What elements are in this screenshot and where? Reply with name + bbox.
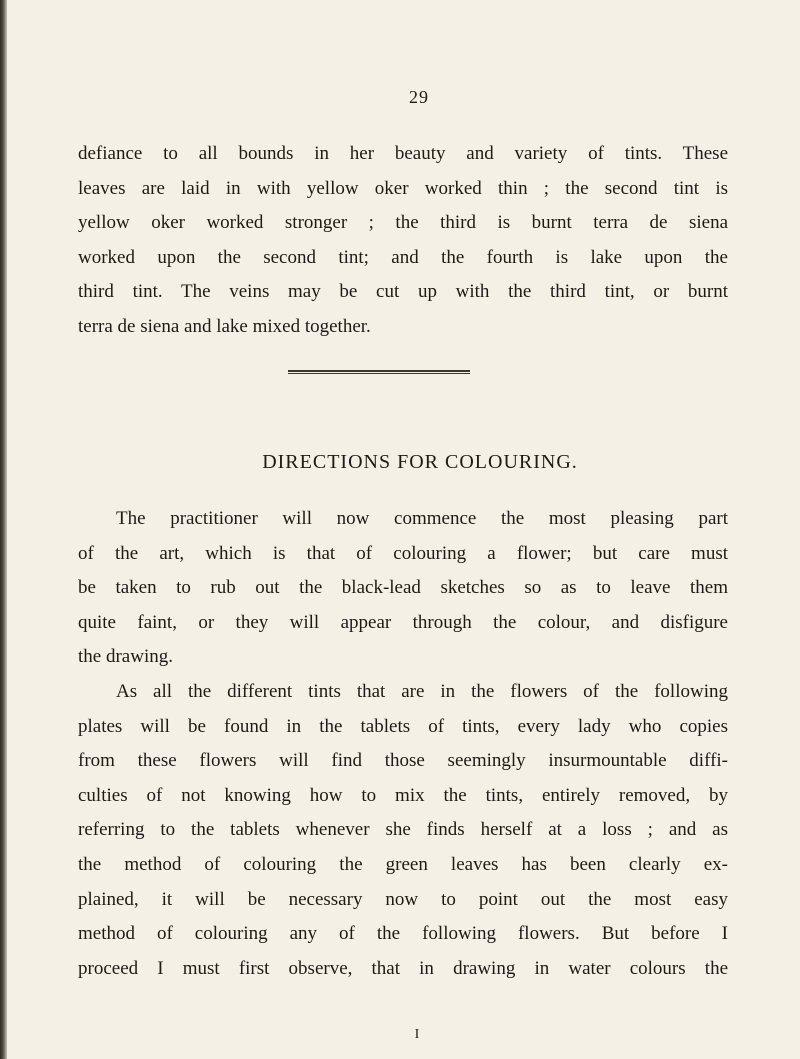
text-line: plained, it will be necessary now to point out the most easy [78, 888, 728, 910]
section-heading: DIRECTIONS FOR COLOURING. [262, 451, 578, 473]
text-line: worked upon the second tint; and the fourth is lake upon the [78, 246, 728, 268]
paragraph-1 [78, 137, 728, 345]
text-line: The practitioner will now commence the most pleasing part [116, 508, 728, 529]
text-line: of the art, which is that of colouring a flower; but care must [78, 542, 728, 564]
text-line: method of colouring any of the following flowers. But before I [78, 923, 728, 945]
text-line: yellow oker worked stronger ; the third is burnt terra de siena [78, 212, 728, 234]
text-line: terra de siena and lake mixed together. [78, 315, 371, 337]
text-line: defiance to all bounds in her beauty and variety of tints. These [78, 143, 728, 164]
text-line: the drawing. [78, 646, 173, 668]
text-line: be taken to rub out the black-lead sketches so as to leave them [78, 577, 728, 599]
text-line: plates will be found in the tablets of tints, every lady who copies [78, 715, 728, 737]
text-line: third tint. The veins may be cut up with the third tint, or burnt [78, 281, 728, 303]
page-number: 29 [409, 87, 429, 107]
paragraph-3 [78, 675, 728, 986]
text-line: As all the different tints that are in the flowers of the following [116, 681, 728, 702]
text-line: referring to the tablets whenever she finds herself at a loss ; and as [78, 819, 728, 841]
text-line: quite faint, or they will appear through the colour, and disfigure [78, 611, 728, 633]
page-binding-edge [0, 0, 7, 1059]
text-line: proceed I must first observe, that in drawing in water colours the [78, 957, 728, 979]
text-line: from these flowers will find those seemingly insurmountable diffi- [78, 750, 728, 772]
text-line: leaves are laid in with yellow oker worked thin ; the second tint is [78, 177, 728, 199]
paragraph-2 [78, 502, 728, 675]
signature-mark: I [414, 1027, 420, 1042]
text-line: the method of colouring the green leaves has been clearly ex- [78, 853, 728, 875]
section-divider [288, 370, 470, 374]
text-line: culties of not knowing how to mix the tints, entirely removed, by [78, 784, 728, 806]
